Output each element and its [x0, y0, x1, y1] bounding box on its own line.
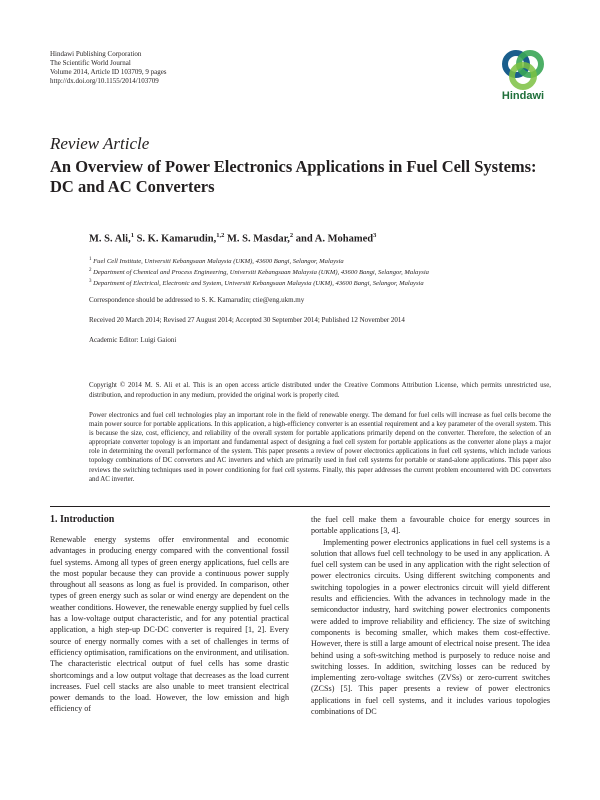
- hindawi-logo-text: Hindawi: [501, 90, 545, 102]
- author-affil-sup: 3: [373, 232, 377, 239]
- affiliation-text: Department of Chemical and Process Engineering, Universiti Kebangsaan Malaysia (UKM), 43600 Bangi, Selangor, Malaysia: [93, 269, 429, 277]
- doi-link[interactable]: http://dx.doi.org/10.1155/2014/103709: [50, 77, 159, 85]
- article-type: Review Article: [50, 134, 150, 153]
- right-column: [311, 514, 550, 717]
- affiliation: [89, 277, 424, 288]
- author-affil-sup: 2: [289, 232, 294, 239]
- affiliation: [89, 255, 344, 266]
- affiliation-text: Department of Electrical, Electronic and System, Universiti Kebangsaan Malaysia (UKM), 43600 Bangi, Selangor, Malaysia: [93, 280, 424, 288]
- author-affil-sup: 1,2: [216, 232, 225, 239]
- paragraph: the fuel cell make them a favourable choice for energy sources in portable applications [3, 4].: [311, 515, 550, 536]
- academic-editor: Academic Editor: Luigi Gaioni: [89, 336, 177, 344]
- copyright-notice: Copyright © 2014 M. S. Ali et al. This is an open access article distributed under the Creative Commons Attribution License, which permits unrestricted use, distribution, and reproduction in any medium, provided the original work is properly cited.: [89, 382, 551, 399]
- section-divider: [50, 506, 550, 507]
- abstract: Power electronics and fuel cell technologies play an important role in the field of renewable energy. The demand for fuel cells will increase as fuel cells become the main power source for portable applications. In this application, a high-efficiency converter is an essential requirement and a key parameter of the overall system. This is because the size, cost, efficiency, and reliability of the overall system for portable applications primarily depend on the converter. Therefore, the selection of an appropriate converter topology is an important and fundamental aspect of designing a fuel cell system for portable applications as the converter alone plays a major role in determining the overall performance of the system. This paper presents a review of power electronics applications in fuel cell systems, which include various topology combinations of DC converters and AC inverters and which are primarily used in fuel cell systems for portable or stand-alone applications. This paper also reviews the switching techniques used in power conditioning for fuel cell systems. Finally, this paper addresses the current problem encountered with DC converters and AC inverter.: [89, 412, 551, 483]
- author-name: M. S. Masdar,: [227, 233, 290, 245]
- affiliation-sup: 3: [89, 279, 92, 284]
- affiliation-sup: 1: [89, 257, 92, 262]
- paper-title: An Overview of Power Electronics Applications in Fuel Cell Systems: DC and AC Converters: [50, 157, 537, 196]
- hindawi-logo: [496, 50, 550, 106]
- paragraph: Renewable energy systems offer environmental and economic advantages in producing energy compared with the conventional fossil fuel systems. Among all types of green energy applications, fuel cells are the most popular because they can provide a continuous power supply throughout all seasons as long as fuel is provided. In comparison, other types of green energy such as solar or wind energy are dependent on the weather conditions. However, the renewable energy supplied by fuel cells has a low-voltage output characteristic, and for any potential practical application, a high step-up DC-DC converter is required [1, 2]. Every source of energy normally comes with a set of challenges in terms of efficiency optimisation, ramifications on the environment, and utilisation. The characteristic electrical output of fuel cells has some drastic shortcomings and a low output voltage that decreases as the load current increases. Fuel cell stacks are also unable to meet transient electrical power demands to the load. However, the low emission and high efficiency of: [50, 535, 289, 714]
- left-column: [50, 534, 289, 715]
- volume-line: Volume 2014, Article ID 103709, 9 pages: [50, 68, 167, 76]
- author-affil-sup: 1: [130, 232, 134, 239]
- author-name: M. S. Ali,: [89, 233, 131, 245]
- article-dates: Received 20 March 2014; Revised 27 August 2014; Accepted 30 September 2014; Published 12 November 2014: [89, 316, 405, 324]
- affiliation-text: Fuel Cell Institute, Universiti Kebangsaan Malaysia (UKM), 43600 Bangi, Selangor, Malaysia: [93, 258, 344, 266]
- author-name: and A. Mohamed: [295, 233, 374, 245]
- section-heading: 1. Introduction: [50, 514, 115, 525]
- publisher-line: Hindawi Publishing Corporation: [50, 50, 142, 58]
- author-list: [89, 232, 376, 245]
- correspondence: Correspondence should be addressed to S. K. Kamarudin; ctie@eng.ukm.my: [89, 296, 305, 304]
- author-name: S. K. Kamarudin,: [136, 233, 217, 245]
- hindawi-logo-icon: [496, 50, 550, 90]
- affiliation-sup: 2: [89, 268, 92, 273]
- journal-line: The Scientific World Journal: [50, 59, 131, 67]
- paragraph: Implementing power electronics applications in fuel cell systems is a solution that allows fuel cell technology to be used in any application. A fuel cell system can be used in any application with the right selection of power electronics circuits. Using different switching components and switching topologies in a power electronics circuit will yield different results and efficiencies. With the advances in technology made in the semiconductor industry, hard switching power electronics components were added to improve reliability and efficiency. The size of switching components is becoming smaller, which makes them cost-effective. However, there is still a large amount of electrical noise present. The idea behind using a soft-switching method is purposely to reduce noise and switching losses. In addition, switching losses can be reduced by implementing zero-voltage switches (ZVSs) or zero-current switches (ZCSs) [5]. This paper presents a review of power electronics applications in fuel cell systems, and it includes various topologies combinations of DC: [311, 537, 550, 717]
- affiliation: [89, 266, 429, 277]
